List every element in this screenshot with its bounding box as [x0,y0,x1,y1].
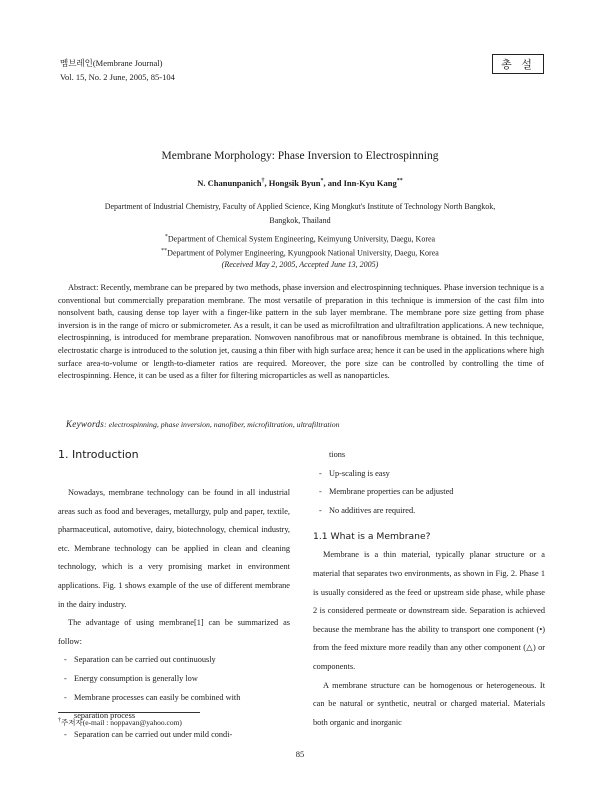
list-item: - Membrane processes can easily be combined with [64,689,290,708]
affiliation-mark: ** [161,248,168,254]
journal-volume: Vol. 15, No. 2 June, 2005, 85-104 [60,72,175,82]
journal-name: 멤브레인(Membrane Journal) [60,58,163,68]
abstract-label: Abstract [68,283,97,292]
author-1-mark: † [261,178,265,185]
keywords-text: : electrospinning, phase inversion, nanofiber, microfiltration, ultrafiltration [104,420,340,429]
list-item: - Separation can be carried out under mild condi- [64,726,290,745]
category-badge: 총 설 [492,54,544,74]
author-3: Inn-Kyu Kang [343,178,397,188]
keywords-label: Keywords [66,419,105,429]
abstract [58,282,544,383]
affiliation-line: Department of Industrial Chemistry, Faculty of Applied Science, King Mongkut's Institute of Technology North Bangkok, [104,202,496,211]
advantages-list [58,651,290,744]
subsection-heading-what-is-membrane: 1.1 What is a Membrane? [313,531,431,543]
author-separator: , [264,178,269,188]
section-heading-introduction: 1. Introduction [58,448,139,461]
list-item: - No additives are required. [319,502,545,521]
author-2: Hongsik Byun [268,178,321,188]
footnote-mark: † [58,717,61,724]
author-1: N. Chanunpanich [197,178,262,188]
affiliation-line: Department of Chemical System Engineering, Keimyung University, Daegu, Korea [167,234,436,244]
list-item-continuation: separation process [74,711,136,721]
footnote-divider [58,712,200,713]
author-2-mark: * [320,178,324,185]
affiliation-line: Bangkok, Thailand [269,216,331,225]
intro-paragraph: The advantage of using membrane[1] can be summarized as follow: [58,618,290,646]
author-line [60,178,540,188]
author-separator: , and [323,178,344,188]
footnote-text: 주저자(e-mail : noppavan@yahoo.com) [61,718,182,727]
abstract-text: : Recently, membrane can be prepared by two methods, phase inversion and electrospinning techniques. Phase inversion technique is a conventional but commercially preparation membrane. The most versatile of preparation in this technique is immersion of the cast film into nonsolvent bath, causing dense top layer with a finger-like pattern in the sub layer membrane. The membrane pore size getting from phase inversion is in the range of micro or submicrometer. As a result, it can be used as microfiltration and ultrafiltration applications. A new technique, electrospinning, is introduced for membrane preparation. Nonwoven nanofibrous mat or nanofibrous membrane is obtained. In this technique, electrostatic charge is introduced to the solution jet, causing a thin fiber with high surface area; hence it can be used in the applications where high surface area-to-volume or length-to-diameter ratios are required. Moreover, the pore size can be controlled by controlling the time of electrospinning. Hence, it can be used as a filter for filtering microparticles as well as nanoparticles. [58,283,544,381]
affiliation-line: Department of Polymer Engineering, Kyungpook National University, Daegu, Korea [167,248,439,258]
footnote [58,717,182,728]
right-column [313,446,545,732]
what-is-paragraph: Membrane is a thin material, typically planar structure or a material that separates two environments, as shown in Fig. 2. Phase 1 is usually considered as the feed or upstream side phase, while phase 2 is considered permeate or downstream side. Separation is achieved because the membrane has the ability to transport one component (•) from the feed mixture more readily than any other component (△) or components. [313,550,545,671]
list-item: - Energy consumption is generally low [64,670,290,689]
list-continuation: tions [329,450,346,459]
list-item: - Separation can be carried out continuously [64,651,290,670]
page-number: 85 [295,749,305,759]
journal-info [60,56,175,84]
affiliation-mark: * [164,234,168,240]
advantages-list-continued [313,465,545,521]
author-3-mark: ** [396,178,403,185]
what-is-paragraph: A membrane structure can be homogenous or heterogeneous. It can be natural or synthetic, neutral or charged material. Materials both organic and inorganic [313,680,545,727]
intro-paragraph: Nowadays, membrane technology can be found in all industrial areas such as food and beverages, metallurgy, pulp and paper, textile, pharmaceutical, automotive, dairy, biotechnology, chemical industry, etc. Membrane technology can be applied in clean and cleaning technology, which is a very promising market in environment applications. Fig. 1 shows example of the use of different membrane in the dairy industry. [58,488,290,609]
left-column [58,446,290,744]
list-item: - Membrane properties can be adjusted [319,483,545,502]
keywords [66,419,340,429]
paper-title: Membrane Morphology: Phase Inversion to Electrospinning [161,150,439,162]
affiliation-main [60,200,540,228]
list-item: - Up-scaling is easy [319,465,545,484]
received-dates: (Received May 2, 2005, Accepted June 13, 2005) [221,260,379,269]
